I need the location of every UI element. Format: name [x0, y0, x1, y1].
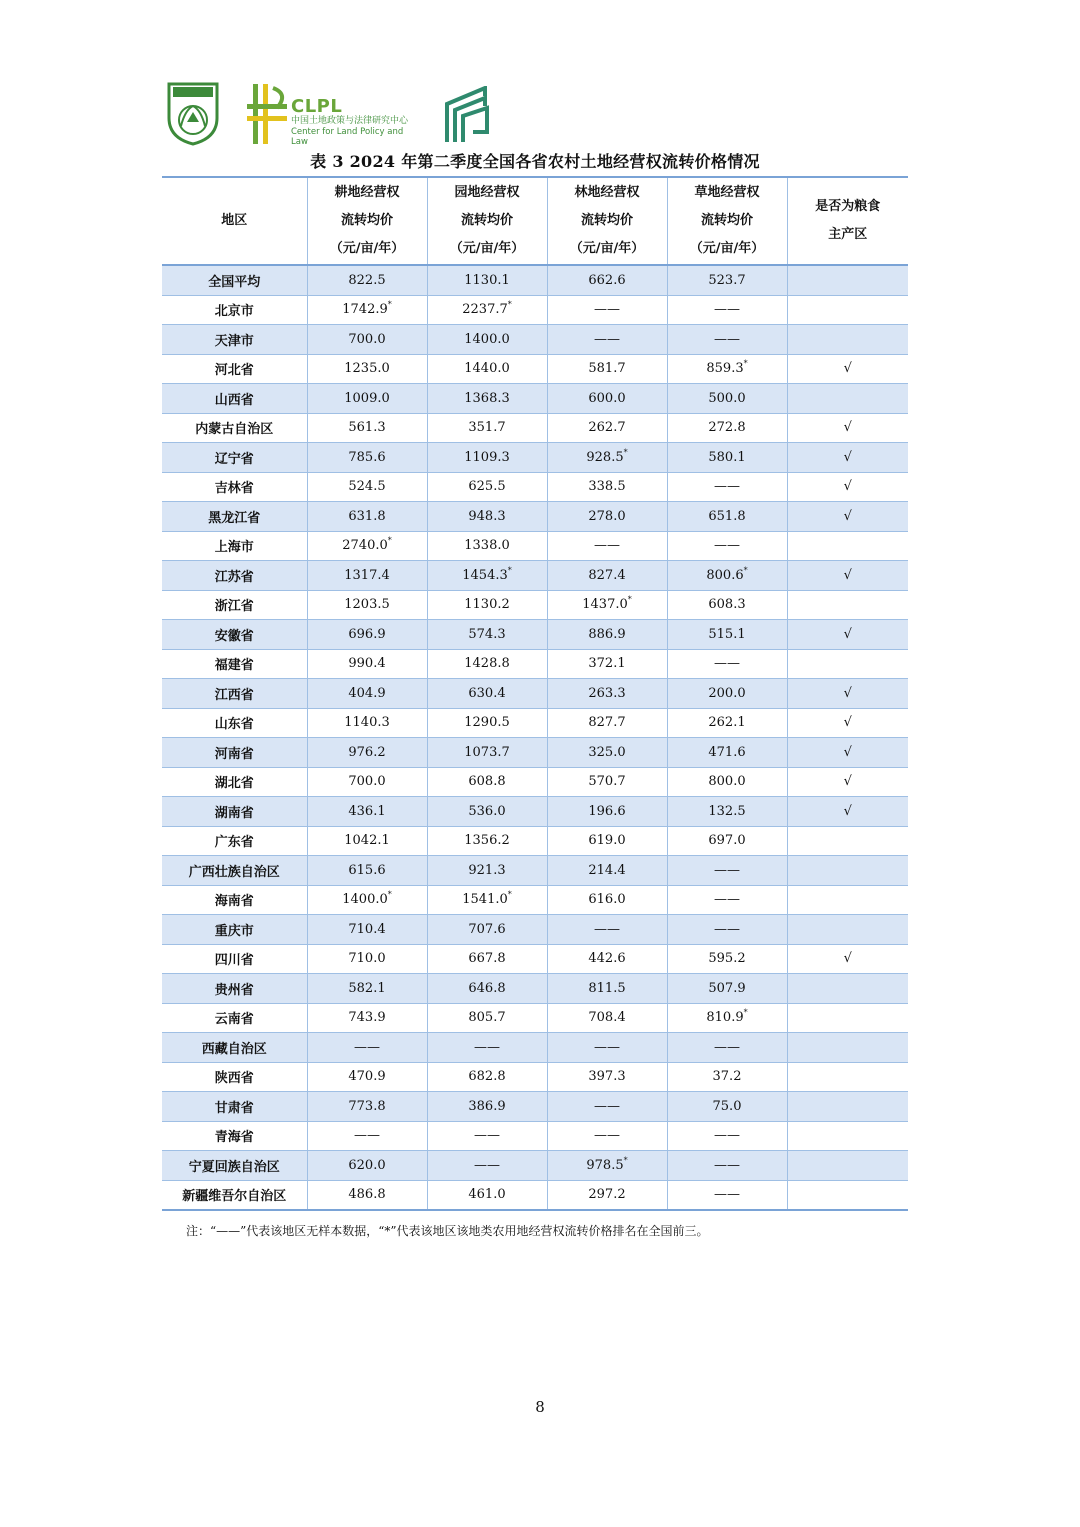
value-cell: 1541.0*: [427, 885, 547, 915]
value-cell: 886.9: [547, 620, 667, 650]
value-cell: ——: [547, 1121, 667, 1151]
value-cell: 325.0: [547, 738, 667, 768]
value-cell: 1130.2: [427, 590, 547, 620]
table-row: [162, 295, 908, 325]
value-cell: 1400.0: [427, 325, 547, 355]
value-cell: 200.0: [667, 679, 787, 709]
value-cell: 574.3: [427, 620, 547, 650]
value-cell: ——: [307, 1033, 427, 1063]
value-cell: √: [787, 767, 908, 797]
value-cell: 461.0: [427, 1180, 547, 1210]
value-cell: 1338.0: [427, 531, 547, 561]
value-cell: 827.4: [547, 561, 667, 591]
column-header-2: [427, 177, 547, 265]
table-row: [162, 1092, 908, 1122]
value-cell: 773.8: [307, 1092, 427, 1122]
value-cell: 708.4: [547, 1003, 667, 1033]
value-cell: 486.8: [307, 1180, 427, 1210]
column-header-0: [162, 177, 307, 265]
column-header-line: 草地经营权: [694, 185, 760, 200]
region-cell: 吉林省: [162, 472, 307, 502]
value-cell: 710.4: [307, 915, 427, 945]
value-cell: 859.3*: [667, 354, 787, 384]
region-cell: 湖北省: [162, 767, 307, 797]
region-cell: 新疆维吾尔自治区: [162, 1180, 307, 1210]
region-cell: 海南省: [162, 885, 307, 915]
column-header-line: 地区: [221, 213, 248, 228]
value-cell: 785.6: [307, 443, 427, 473]
region-cell: 山西省: [162, 384, 307, 414]
value-cell: 1109.3: [427, 443, 547, 473]
region-cell: 重庆市: [162, 915, 307, 945]
value-cell: 1317.4: [307, 561, 427, 591]
value-cell: ——: [667, 1151, 787, 1181]
value-cell: ——: [547, 1033, 667, 1063]
value-cell: 570.7: [547, 767, 667, 797]
value-cell: 1437.0*: [547, 590, 667, 620]
clpl-abbr: CLPL: [291, 96, 343, 117]
column-header-3: [547, 177, 667, 265]
region-cell: 内蒙古自治区: [162, 413, 307, 443]
value-cell: 404.9: [307, 679, 427, 709]
region-cell: 甘肃省: [162, 1092, 307, 1122]
value-cell: 631.8: [307, 502, 427, 532]
table-row: [162, 1121, 908, 1151]
region-cell: 江西省: [162, 679, 307, 709]
region-cell: 四川省: [162, 944, 307, 974]
value-cell: ——: [667, 472, 787, 502]
value-cell: 37.2: [667, 1062, 787, 1092]
region-cell: 全国平均: [162, 265, 307, 295]
value-cell: ——: [307, 1121, 427, 1151]
value-cell: 262.7: [547, 413, 667, 443]
table-row: [162, 1062, 908, 1092]
value-cell: 710.0: [307, 944, 427, 974]
value-cell: 500.0: [667, 384, 787, 414]
value-cell: ——: [547, 531, 667, 561]
value-cell: [787, 1121, 908, 1151]
region-cell: 广西壮族自治区: [162, 856, 307, 886]
table-row: [162, 708, 908, 738]
value-cell: [787, 295, 908, 325]
table-row: [162, 472, 908, 502]
page-number: 8: [535, 1398, 545, 1416]
region-cell: 安徽省: [162, 620, 307, 650]
value-cell: 667.8: [427, 944, 547, 974]
value-cell: 442.6: [547, 944, 667, 974]
value-cell: 196.6: [547, 797, 667, 827]
value-cell: [787, 1033, 908, 1063]
value-cell: √: [787, 561, 908, 591]
table-row: [162, 797, 908, 827]
value-cell: ——: [547, 325, 667, 355]
value-cell: 608.8: [427, 767, 547, 797]
value-cell: [787, 384, 908, 414]
value-cell: 132.5: [667, 797, 787, 827]
column-header-line: （元/亩/年）: [449, 241, 525, 256]
table-row: [162, 826, 908, 856]
region-cell: 湖南省: [162, 797, 307, 827]
value-cell: 1356.2: [427, 826, 547, 856]
value-cell: 278.0: [547, 502, 667, 532]
value-cell: √: [787, 944, 908, 974]
region-cell: 河北省: [162, 354, 307, 384]
value-cell: 696.9: [307, 620, 427, 650]
value-cell: 1428.8: [427, 649, 547, 679]
value-cell: √: [787, 797, 908, 827]
value-cell: 1042.1: [307, 826, 427, 856]
value-cell: [787, 325, 908, 355]
column-header-line: （元/亩/年）: [329, 241, 405, 256]
value-cell: √: [787, 620, 908, 650]
value-cell: 397.3: [547, 1062, 667, 1092]
column-header-line: 林地经营权: [574, 185, 640, 200]
region-cell: 河南省: [162, 738, 307, 768]
value-cell: √: [787, 708, 908, 738]
table-row: [162, 944, 908, 974]
value-cell: 1290.5: [427, 708, 547, 738]
column-header-line: 园地经营权: [454, 185, 520, 200]
value-cell: 619.0: [547, 826, 667, 856]
value-cell: ——: [667, 856, 787, 886]
value-cell: [787, 649, 908, 679]
land-price-table: [162, 176, 908, 1211]
table-row: [162, 265, 908, 295]
value-cell: ——: [667, 915, 787, 945]
value-cell: 262.1: [667, 708, 787, 738]
value-cell: ——: [547, 295, 667, 325]
value-cell: 1009.0: [307, 384, 427, 414]
value-cell: 1742.9*: [307, 295, 427, 325]
value-cell: 582.1: [307, 974, 427, 1004]
value-cell: ——: [667, 649, 787, 679]
table-row: [162, 915, 908, 945]
value-cell: 386.9: [427, 1092, 547, 1122]
column-header-line: 主产区: [828, 227, 868, 242]
value-cell: 1454.3*: [427, 561, 547, 591]
column-header-5: [787, 177, 908, 265]
value-cell: [787, 1003, 908, 1033]
table-row: [162, 738, 908, 768]
value-cell: ——: [427, 1121, 547, 1151]
value-cell: 811.5: [547, 974, 667, 1004]
value-cell: [787, 915, 908, 945]
table-title: 表 3 2024 年第二季度全国各省农村土地经营权流转价格情况: [310, 152, 760, 171]
value-cell: 338.5: [547, 472, 667, 502]
region-cell: 青海省: [162, 1121, 307, 1151]
value-cell: 662.6: [547, 265, 667, 295]
value-cell: 1368.3: [427, 384, 547, 414]
region-cell: 黑龙江省: [162, 502, 307, 532]
table-row: [162, 531, 908, 561]
value-cell: √: [787, 443, 908, 473]
value-cell: ——: [667, 531, 787, 561]
value-cell: [787, 826, 908, 856]
region-cell: 天津市: [162, 325, 307, 355]
value-cell: 976.2: [307, 738, 427, 768]
value-cell: √: [787, 413, 908, 443]
value-cell: 470.9: [307, 1062, 427, 1092]
table-header-row: [162, 177, 908, 265]
value-cell: 827.7: [547, 708, 667, 738]
region-cell: 广东省: [162, 826, 307, 856]
column-header-line: 流转均价: [340, 213, 393, 228]
table-row: [162, 620, 908, 650]
clpl-logo: [247, 82, 417, 146]
clpl-name-en: Center for Land Policy and Law: [291, 127, 404, 147]
value-cell: ——: [427, 1033, 547, 1063]
value-cell: 700.0: [307, 767, 427, 797]
university-emblem-icon: [165, 82, 221, 146]
column-header-line: 耕地经营权: [334, 185, 400, 200]
value-cell: √: [787, 502, 908, 532]
region-cell: 宁夏回族自治区: [162, 1151, 307, 1181]
value-cell: 1073.7: [427, 738, 547, 768]
value-cell: 507.9: [667, 974, 787, 1004]
value-cell: 1203.5: [307, 590, 427, 620]
value-cell: 800.6*: [667, 561, 787, 591]
region-cell: 西藏自治区: [162, 1033, 307, 1063]
column-header-line: （元/亩/年）: [689, 241, 765, 256]
table-row: [162, 649, 908, 679]
value-cell: ——: [667, 885, 787, 915]
value-cell: 810.9*: [667, 1003, 787, 1033]
value-cell: 272.8: [667, 413, 787, 443]
value-cell: 523.7: [667, 265, 787, 295]
column-header-line: 流转均价: [700, 213, 753, 228]
clpl-name-cn: 中国土地政策与法律研究中心: [291, 116, 409, 126]
value-cell: 697.0: [667, 826, 787, 856]
value-cell: 822.5: [307, 265, 427, 295]
value-cell: 515.1: [667, 620, 787, 650]
value-cell: 682.8: [427, 1062, 547, 1092]
value-cell: [787, 531, 908, 561]
value-cell: √: [787, 738, 908, 768]
region-cell: 辽宁省: [162, 443, 307, 473]
value-cell: 214.4: [547, 856, 667, 886]
value-cell: [787, 1062, 908, 1092]
value-cell: 800.0: [667, 767, 787, 797]
value-cell: [787, 1180, 908, 1210]
value-cell: 351.7: [427, 413, 547, 443]
table-row: [162, 561, 908, 591]
table-row: [162, 885, 908, 915]
value-cell: 615.6: [307, 856, 427, 886]
table-row: [162, 974, 908, 1004]
value-cell: √: [787, 679, 908, 709]
value-cell: ——: [667, 1180, 787, 1210]
table-row: [162, 384, 908, 414]
value-cell: 600.0: [547, 384, 667, 414]
value-cell: [787, 1092, 908, 1122]
value-cell: 608.3: [667, 590, 787, 620]
value-cell: 700.0: [307, 325, 427, 355]
value-cell: ——: [547, 1092, 667, 1122]
table-row: [162, 1151, 908, 1181]
value-cell: 1440.0: [427, 354, 547, 384]
value-cell: 2740.0*: [307, 531, 427, 561]
column-header-line: 是否为粮食: [815, 199, 881, 214]
value-cell: [787, 885, 908, 915]
region-cell: 贵州省: [162, 974, 307, 1004]
value-cell: 1400.0*: [307, 885, 427, 915]
value-cell: 297.2: [547, 1180, 667, 1210]
value-cell: 595.2: [667, 944, 787, 974]
value-cell: 616.0: [547, 885, 667, 915]
value-cell: [787, 1151, 908, 1181]
value-cell: 372.1: [547, 649, 667, 679]
value-cell: 948.3: [427, 502, 547, 532]
region-cell: 云南省: [162, 1003, 307, 1033]
value-cell: 620.0: [307, 1151, 427, 1181]
value-cell: ——: [427, 1151, 547, 1181]
table-row: [162, 590, 908, 620]
clpl-mark-icon: [247, 82, 291, 146]
value-cell: ——: [667, 295, 787, 325]
column-header-line: 流转均价: [580, 213, 633, 228]
table-body: [162, 265, 908, 1210]
table-row: [162, 413, 908, 443]
value-cell: 263.3: [547, 679, 667, 709]
region-cell: 江苏省: [162, 561, 307, 591]
value-cell: 536.0: [427, 797, 547, 827]
column-header-line: 流转均价: [460, 213, 513, 228]
value-cell: 625.5: [427, 472, 547, 502]
value-cell: ——: [667, 1121, 787, 1151]
value-cell: √: [787, 354, 908, 384]
region-cell: 浙江省: [162, 590, 307, 620]
table-note: 注：“——”代表该地区无样本数据，“*”代表该地区该地类农用地经营权流转价格排名在全国前三。: [186, 1224, 709, 1238]
value-cell: 1140.3: [307, 708, 427, 738]
column-header-1: [307, 177, 427, 265]
value-cell: 707.6: [427, 915, 547, 945]
value-cell: 651.8: [667, 502, 787, 532]
value-cell: 1235.0: [307, 354, 427, 384]
table-row: [162, 1180, 908, 1210]
table-row: [162, 767, 908, 797]
value-cell: 743.9: [307, 1003, 427, 1033]
value-cell: 436.1: [307, 797, 427, 827]
table-row: [162, 679, 908, 709]
region-cell: 陕西省: [162, 1062, 307, 1092]
value-cell: 630.4: [427, 679, 547, 709]
value-cell: 75.0: [667, 1092, 787, 1122]
value-cell: 524.5: [307, 472, 427, 502]
region-cell: 福建省: [162, 649, 307, 679]
table-row: [162, 502, 908, 532]
value-cell: 805.7: [427, 1003, 547, 1033]
value-cell: 928.5*: [547, 443, 667, 473]
building-logo-icon: [445, 86, 491, 144]
table-row: [162, 354, 908, 384]
column-header-4: [667, 177, 787, 265]
column-header-line: （元/亩/年）: [569, 241, 645, 256]
value-cell: 990.4: [307, 649, 427, 679]
value-cell: ——: [547, 915, 667, 945]
table-row: [162, 856, 908, 886]
value-cell: [787, 974, 908, 1004]
table-row: [162, 1003, 908, 1033]
value-cell: 471.6: [667, 738, 787, 768]
region-cell: 北京市: [162, 295, 307, 325]
value-cell: [787, 590, 908, 620]
value-cell: 646.8: [427, 974, 547, 1004]
value-cell: ——: [667, 1033, 787, 1063]
table-row: [162, 443, 908, 473]
region-cell: 山东省: [162, 708, 307, 738]
value-cell: 580.1: [667, 443, 787, 473]
value-cell: 978.5*: [547, 1151, 667, 1181]
value-cell: √: [787, 472, 908, 502]
value-cell: 561.3: [307, 413, 427, 443]
header-logos: [165, 82, 505, 148]
value-cell: 921.3: [427, 856, 547, 886]
value-cell: [787, 856, 908, 886]
region-cell: 上海市: [162, 531, 307, 561]
value-cell: 1130.1: [427, 265, 547, 295]
table-row: [162, 325, 908, 355]
value-cell: 581.7: [547, 354, 667, 384]
value-cell: 2237.7*: [427, 295, 547, 325]
table-row: [162, 1033, 908, 1063]
value-cell: ——: [667, 325, 787, 355]
value-cell: [787, 265, 908, 295]
